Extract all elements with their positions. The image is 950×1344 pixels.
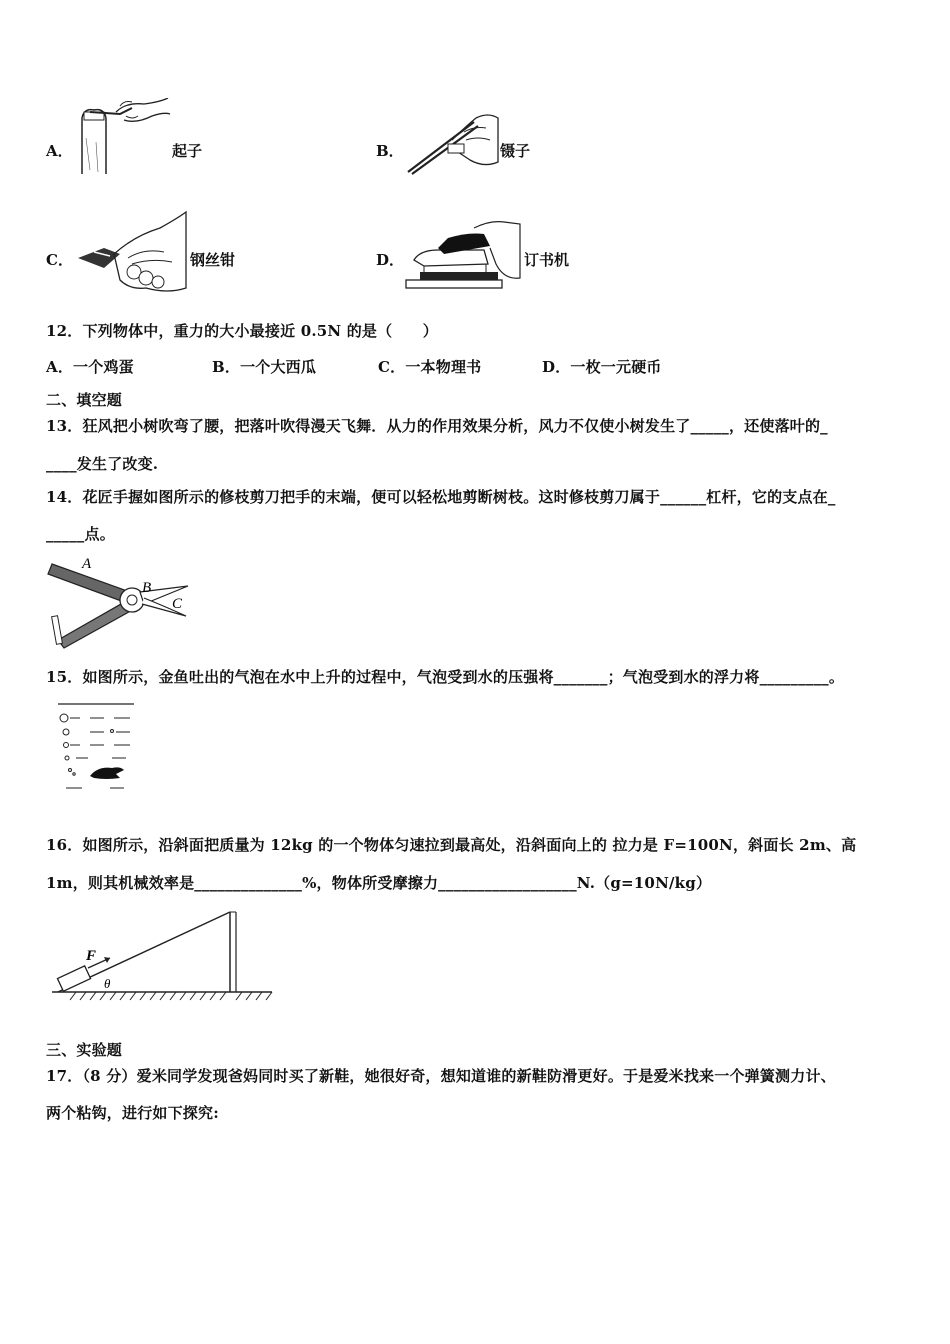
angle-label: θ [104,976,111,991]
q14-line2: _____点。 [46,525,115,543]
bottle-opener-figure [76,98,172,176]
q16-line2: 1m，则其机械效率是______________%，物体所受摩擦力__________________N.（g=10N/kg） [46,874,712,892]
inclined-plane-figure [46,908,276,1004]
q12-option-c: C．一本物理书 [378,358,482,376]
label-a: A [82,556,92,572]
goldfish-bubbles-figure [54,700,138,794]
pruning-shears-figure [44,552,194,650]
q13-line2: ____发生了改变. [46,455,159,473]
q15-line1: 15．如图所示，金鱼吐出的气泡在水中上升的过程中，气泡受到水的压强将_______；气泡受到水的浮力将_________。 [46,668,845,686]
pliers-figure [74,208,190,296]
q17-line1: 17．（8 分）爱米同学发现爸妈同时买了新鞋，她很好奇，想知道谁的新鞋防滑更好。于是爱米找来一个弹簧测力计、 [46,1067,836,1085]
option-b-label: 镊子 [500,142,531,160]
option-a-label: 起子 [172,142,203,160]
option-c-letter: C． [46,251,73,269]
force-label: F [86,948,97,964]
section-title-experiment: 三、实验题 [46,1041,123,1059]
q12-option-b: B．一个大西瓜 [212,358,317,376]
q14-line1: 14．花匠手握如图所示的修枝剪刀把手的末端，便可以轻松地剪断树枝。这时修枝剪刀属于______杠杆，它的支点在_ [46,488,836,506]
q12-option-d: D．一枚一元硬币 [542,358,662,376]
section-title-fill-blank: 二、填空题 [46,391,123,409]
tweezers-figure [404,110,502,176]
q12-stem: 12．下列物体中，重力的大小最接近 0.5N 的是（ ） [46,322,438,340]
label-b: B [142,580,152,596]
option-c-label: 钢丝钳 [190,251,236,269]
q16-line1: 16．如图所示，沿斜面把质量为 12kg 的一个物体匀速拉到最高处，沿斜面向上的 拉力是 F=100N，斜面长 2m、高 [46,836,857,854]
q17-line2: 两个粘钩，进行如下探究: [46,1104,219,1122]
stapler-figure [404,220,522,294]
option-d-label: 订书机 [524,251,570,269]
q12-option-a: A．一个鸡蛋 [46,358,134,376]
option-a-letter: A． [46,142,73,160]
q13-line1: 13．狂风把小树吹弯了腰，把落叶吹得漫天飞舞．从力的作用效果分析，风力不仅使小树发生了_____，还使落叶的_ [46,417,828,435]
option-d-letter: D． [376,251,405,269]
label-c: C [172,596,183,612]
option-b-letter: B． [376,142,404,160]
